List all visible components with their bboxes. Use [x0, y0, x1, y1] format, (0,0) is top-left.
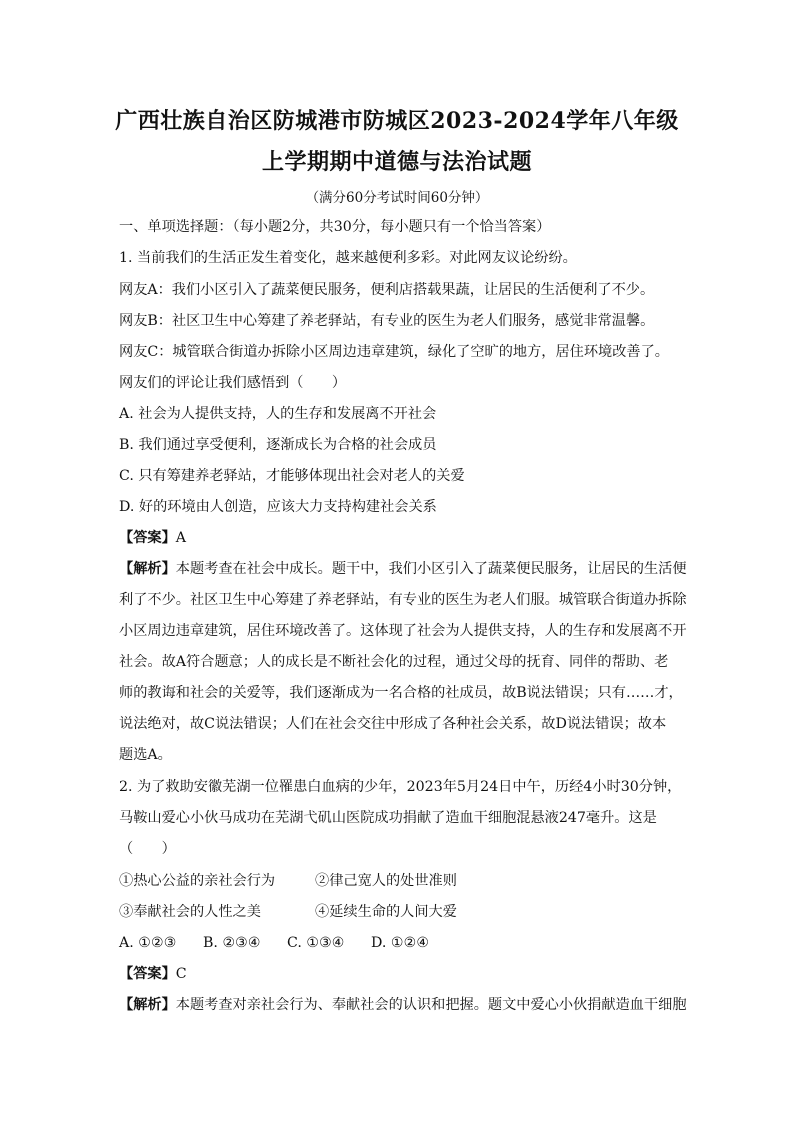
q2-option-d: D. ①②④: [371, 935, 430, 951]
q1-option-c: C. 只有筹建养老驿站，才能够体现出社会对老人的关爱: [119, 468, 465, 484]
q2-stem-line-1: 2. 为了救助安徽芜湖一位罹患白血病的少年，2023年5月24日中午，历经4小时30分钟，: [119, 779, 682, 795]
q2-answer-label: 【答案】: [119, 966, 176, 982]
q2-item-3: ③奉献社会的人性之美: [119, 904, 261, 920]
q2-analysis-label: 【解析】: [119, 997, 176, 1013]
page-title-line2: 上学期期中道德与法治试题: [261, 149, 532, 175]
q2-items-row-1: [119, 871, 457, 891]
q2-stem-line-3: （ ）: [119, 841, 176, 857]
q1-analysis-line-1: [119, 559, 687, 579]
q1-analysis-line-4: 社会。故A符合题意；人的成长是不断社会化的过程，通过父母的抚育、同伴的帮助、老: [119, 654, 669, 670]
q1-answer: [119, 528, 186, 548]
q1-analysis-line-3: 小区周边违章建筑，居住环境改善了。这体现了社会为人提供支持，人的生存和发展离不开: [119, 623, 687, 639]
q1-analysis-line-6: 说法绝对，故C说法错误；人们在社会交往中形成了各种社会关系，故D说法错误；故本: [119, 716, 667, 732]
q1-friend-c: 网友C：城管联合街道办拆除小区周边违章建筑，绿化了空旷的地方，居住环境改善了。: [119, 344, 669, 360]
q2-option-c: C. ①③④: [287, 935, 345, 951]
q2-item-1: ①热心公益的亲社会行为: [119, 873, 276, 889]
q1-analysis-line-2: 利了不少。社区卫生中心筹建了养老驿站，有专业的医生为老人们服。城管联合街道办拆除: [119, 592, 687, 608]
q2-items-row-2: [119, 902, 457, 922]
q1-option-d: D. 好的环境由人创造，应该大力支持构建社会关系: [119, 499, 437, 515]
q2-stem-line-2: 马鞍山爱心小伙马成功在芜湖弋矶山医院成功捐献了造血干细胞混悬液247毫升。这是: [119, 810, 657, 826]
q2-answer: [119, 964, 187, 984]
q2-item-4: ④延续生命的人间大爱: [315, 904, 457, 920]
q1-friend-a: 网友A：我们小区引入了蔬菜便民服务，便利店搭载果蔬，让居民的生活便利了不少。: [119, 282, 655, 298]
q1-option-b: B. 我们通过享受便利，逐渐成长为合格的社会成员: [119, 437, 437, 453]
q1-friend-b: 网友B：社区卫生中心筹建了养老驿站，有专业的医生为老人们服务，感觉非常温馨。: [119, 313, 655, 329]
q1-prompt: 网友们的评论让我们感悟到（ ）: [119, 375, 347, 391]
q1-stem: 1. 当前我们的生活正发生着变化，越来越便利多彩。对此网友议论纷纷。: [119, 250, 577, 266]
q1-answer-label: 【答案】: [119, 530, 176, 546]
q1-analysis-text-1: 本题考查在社会中成长。题干中，我们小区引入了蔬菜便民服务，让居民的生活便: [175, 561, 687, 577]
q2-option-b: B. ②③④: [203, 935, 261, 951]
section-heading: 一、单项选择题：（每小题2分，共30分，每小题只有一个恰当答案）: [119, 219, 551, 235]
q2-item-2: ②律己宽人的处世准则: [315, 873, 457, 889]
q2-answer-value: C: [175, 966, 187, 982]
q2-options: [119, 933, 429, 953]
q2-analysis-text-1: 本题考查对亲社会行为、奉献社会的认识和把握。题文中爱心小伙捐献造血干细胞: [175, 997, 687, 1013]
q1-option-a: A. 社会为人提供支持，人的生存和发展离不开社会: [119, 406, 437, 422]
q1-answer-value: A: [175, 530, 187, 546]
q1-analysis-line-5: 师的教诲和社会的关爱等，我们逐渐成为一名合格的社成员，故B说法错误；只有……才，: [119, 685, 683, 701]
page-title-line1: 广西壮族自治区防城港市防城区2023-2024学年八年级: [115, 108, 679, 134]
q2-option-a: A. ①②③: [119, 935, 177, 951]
q2-analysis-line-1: [119, 995, 687, 1015]
q1-analysis-label: 【解析】: [119, 561, 176, 577]
exam-info: （满分60分考试时间60分钟）: [305, 190, 489, 206]
q1-analysis-line-7: 题选A。: [119, 747, 172, 763]
